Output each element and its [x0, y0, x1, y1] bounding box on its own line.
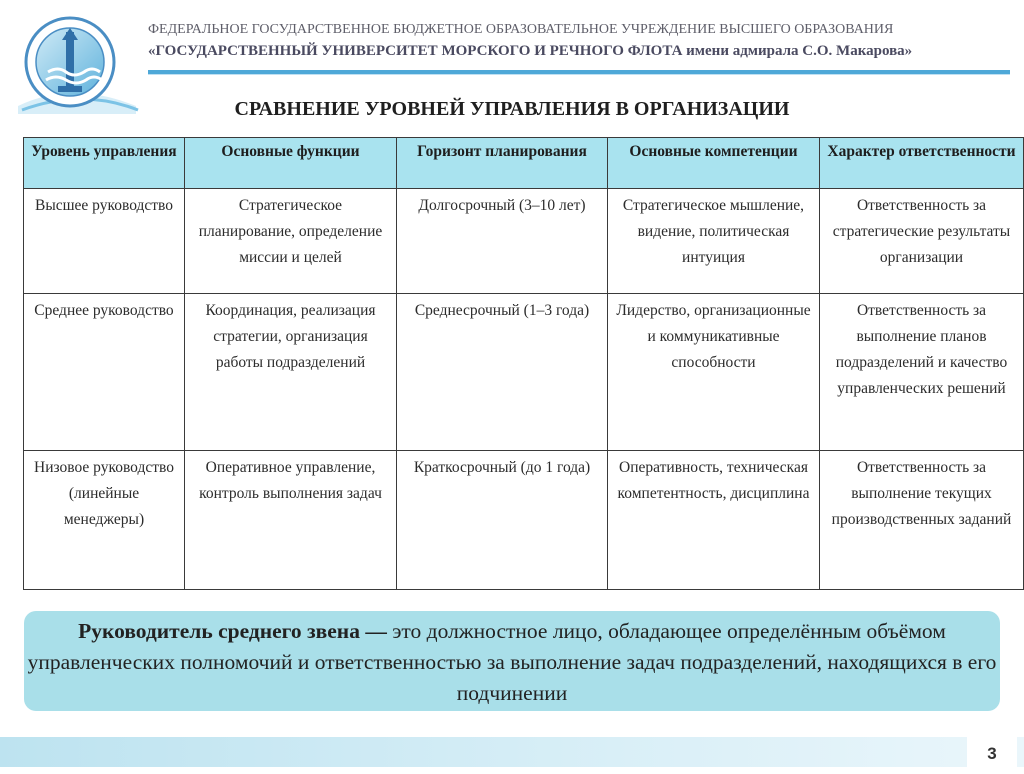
comparison-table [23, 137, 1024, 590]
slide-title: СРАВНЕНИЕ УРОВНЕЙ УПРАВЛЕНИЯ В ОРГАНИЗАЦИИ [234, 98, 790, 120]
table-cell: Среднее руководство [24, 294, 185, 451]
table-row [24, 189, 1024, 294]
table-cell: Стратегическое мышление, видение, политическая интуиция [608, 189, 820, 294]
definition-callout [24, 611, 1000, 711]
table-row [24, 451, 1024, 590]
definition-term: Руководитель среднего звена — [78, 619, 387, 643]
table-row [24, 294, 1024, 451]
page-number: 3 [967, 734, 1017, 767]
table-cell: Оперативное управление, контроль выполнения задач [185, 451, 397, 590]
column-header: Основные функции [185, 138, 397, 189]
column-header: Уровень управления [24, 138, 185, 189]
table-cell: Оперативность, техническая компетентность, дисциплина [608, 451, 820, 590]
table-cell: Координация, реализация стратегии, организация работы подразделений [185, 294, 397, 451]
header-divider-light [148, 74, 1010, 75]
table-cell: Стратегическое планирование, определение миссии и целей [185, 189, 397, 294]
table-cell: Ответственность за стратегические результаты организации [820, 189, 1024, 294]
table-cell: Ответственность за выполнение текущих производственных заданий [820, 451, 1024, 590]
header [148, 14, 1018, 60]
header-org-type: ФЕДЕРАЛЬНОЕ ГОСУДАРСТВЕННОЕ БЮДЖЕТНОЕ ОБРАЗОВАТЕЛЬНОЕ УЧРЕЖДЕНИЕ ВЫСШЕГО ОБРАЗОВАНИЯ [148, 22, 894, 37]
column-header: Горизонт планирования [397, 138, 608, 189]
definition-text: это должностное лицо, обладающее определённым объёмом управленческих полномочий и ответственностью за выполнение задач подразделений, находящихся в его подчинении [27, 619, 997, 705]
column-header: Основные компетенции [608, 138, 820, 189]
table-cell: Ответственность за выполнение планов подразделений и качество управленческих решений [820, 294, 1024, 451]
table-cell: Лидерство, организационные и коммуникативные способности [608, 294, 820, 451]
table-cell: Долгосрочный (3–10 лет) [397, 189, 608, 294]
table-cell: Низовое руководство (линейные менеджеры) [24, 451, 185, 590]
header-university-name: «ГОСУДАРСТВЕННЫЙ УНИВЕРСИТЕТ МОРСКОГО И РЕЧНОГО ФЛОТА имени адмирала С.О. Макарова» [148, 43, 913, 59]
table-cell: Краткосрочный (до 1 года) [397, 451, 608, 590]
column-header: Характер ответственности [820, 138, 1024, 189]
table-header-row [24, 138, 1024, 189]
footer-band [0, 737, 1024, 767]
table-cell: Среднесрочный (1–3 года) [397, 294, 608, 451]
table-cell: Высшее руководство [24, 189, 185, 294]
